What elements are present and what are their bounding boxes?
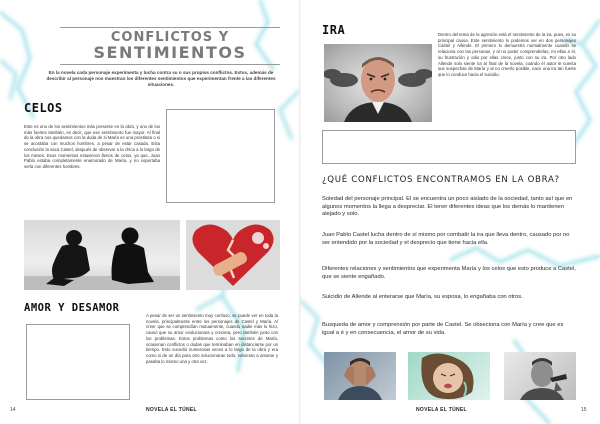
woman-face-photo xyxy=(408,352,490,400)
amor-desamor-heading: AMOR Y DESAMOR xyxy=(24,302,120,314)
broken-heart-photo xyxy=(186,220,280,290)
man-head-in-hands-photo xyxy=(324,352,396,400)
image-placeholder-box xyxy=(322,130,576,164)
conflict-paragraph-2: Juan Pablo Castel lucha dentro de sí mismo por combatir la ira que lleva dentro, causado por no ser entendido por la sociedad y el desprecio que tiene hacia ella. xyxy=(322,232,570,246)
image-placeholder-box xyxy=(166,109,275,203)
conflicts-question-heading: ¿QUÉ CONFLICTOS ENCONTRAMOS EN LA OBRA? xyxy=(322,175,560,185)
footer-title-right: NOVELA EL TÚNEL xyxy=(416,407,467,413)
footer-title-left: NOVELA EL TÚNEL xyxy=(146,407,197,413)
page-title-line2: SENTIMIENTOS xyxy=(93,43,247,62)
celos-paragraph: Este es uno de los sentimientos más presente en la obra, y uno de los más fuertes también, es decir, que ese sentimiento fue mayor. Al final de la obra nos quedamos con la duda de si María es una prostituta o si se acostaba con muchos hombres, a pesar de estar casada. Esta conclusión la saca Castel, después de observar a la chica a lo largo de los meses. Esos momentos estuvieron llenos de celos, ya que, Juan Pablo estaba completamente enamorado de María, y no soportaba verla con diferentes hombres. xyxy=(24,124,160,169)
silhouette-couple-photo xyxy=(24,220,180,290)
title-rule-top xyxy=(60,27,280,28)
image-placeholder-box xyxy=(26,324,130,400)
celos-heading: CELOS xyxy=(24,101,63,115)
conflict-paragraph-4: Suicidio de Allende al enterarse que María, su esposa, lo engañaba con otros. xyxy=(322,294,523,300)
page-title-line1: CONFLICTOS Y xyxy=(110,30,230,45)
page-number-left: 14 xyxy=(10,407,16,413)
angry-man-photo xyxy=(324,44,432,122)
man-with-gun-photo xyxy=(504,352,576,400)
right-page xyxy=(300,0,600,424)
intro-paragraph: En la novela cada personaje experimenta y lucha contra su o sus propios conflictos. Estos, además de describir al personaje nos muestran los diferentes sentimientos que experimentan frente a las diferentes situaciones. xyxy=(46,70,276,87)
title-rule-bottom xyxy=(60,64,280,65)
conflict-paragraph-3: Diferentes relaciones y sentimientos que experimenta María y los celos que esto produce a Castel, que se siente engañado. xyxy=(322,266,576,280)
page-number-right: 15 xyxy=(581,407,587,413)
amor-desamor-paragraph: A pesar de ser un sentimiento muy confuso, se puede ver en toda la novela, principalmente entre los personajes de Castel y María. Al creer que se comprendían mutuamente, cuando nadie más lo hizo, causó que su amor evolucionara y creciera, pero también junto con los problemas. Estos problemas como los secretos de María, ocasionan conflictos o dudas que terminaban en distanciarse por un tiempo. Esto sucedió numerosas veces a lo largo de la obra y era como si de un día para otro solucionaran todo, volvieran a amarse y pasaba lo mismo una y otra vez. xyxy=(146,313,278,364)
ira-paragraph: Dentro del tema de la agresión está el sentimiento de la ira, pues, es su principal causa. Este sentimiento lo podemos ver en dos personajes Castel y Allende. El primero lo demuestra normalmente cuando se relaciona con las personas, y al no poder comprenderlas, mi ellas a él, su frustración y odio por ellas crece, junto con su ira. Por otro lado Allende solo siente ira al final de la novela, cuando él autor le cuenta sus sospechas de María y al no creerlo posible, nace una ira tan fuerte que lo conduce hacia el suicidio. xyxy=(438,32,576,77)
conflict-paragraph-5: Busqueda de amor y comprensión por parte de Castel. Se obseciona con María y cree que es igual a é y en consecuencia, el amor de su vida. xyxy=(322,322,564,336)
ira-heading: IRA xyxy=(322,23,346,37)
conflict-paragraph-1: Soledad del personaje principal. El se encuentra un poco aislado de la sociedad, tanto así que en algunos momentos la llega a despreciar. El tener diferentes ideas que los demás lo mantienen alejado y solo. xyxy=(322,196,573,218)
